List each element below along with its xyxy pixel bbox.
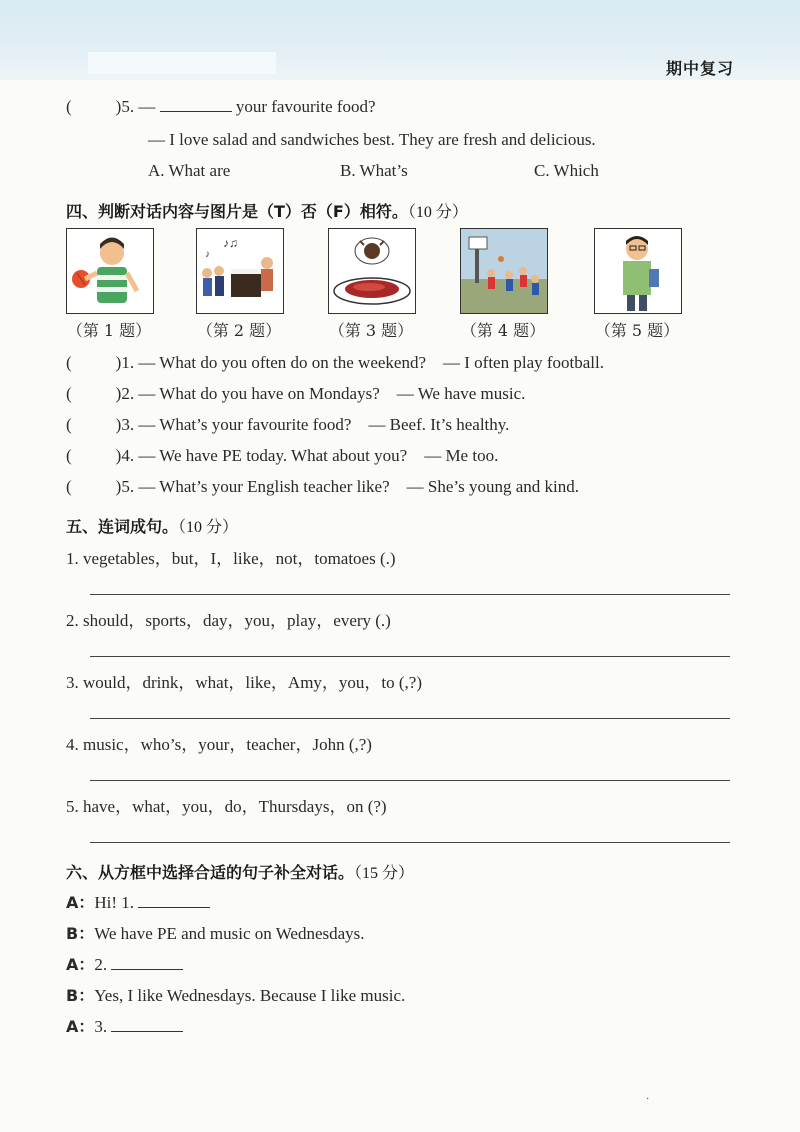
dialog-blank-3[interactable] [111, 1017, 183, 1032]
dialog-line-4: B：Yes, I like Wednesdays. Because I like music. [66, 986, 406, 1005]
section-6-title: 六、从方框中选择合适的句子补全对话。（15 分） [66, 863, 415, 882]
caption-4: （第 4 题） [460, 321, 546, 340]
page-speck: · [646, 1094, 650, 1105]
option-c[interactable]: C. Which [534, 161, 599, 180]
reorder-item-2: 2. should，sports，day，you，play，every (.) [66, 611, 391, 630]
header-decoration [88, 52, 276, 74]
section-4-title: 四、判断对话内容与图片是（T）否（F）相符。（10 分） [66, 202, 468, 221]
picture-1-boy-with-ball [66, 228, 154, 314]
question-5-prompt: ( )5. — your favourite food? [66, 97, 376, 116]
caption-5: （第 5 题） [594, 321, 680, 340]
header-title: 期中复习 [665, 59, 734, 78]
answer-line-4[interactable] [90, 780, 730, 781]
caption-1: （第 1 题） [66, 321, 152, 340]
tf-item-5: ( )5. — What’s your English teacher like? — She’s young and kind. [66, 477, 580, 496]
reorder-item-5: 5. have，what，you，do，Thursdays，on (?) [66, 797, 387, 816]
svg-text:♪: ♪ [205, 249, 210, 260]
picture-2-music-class [196, 228, 284, 314]
picture-5-teacher [594, 228, 682, 314]
tf-item-3: ( )3. — What’s your favourite food? — Beef. It’s healthy. [66, 415, 510, 434]
option-a[interactable]: A. What are [148, 161, 231, 180]
answer-line-3[interactable] [90, 718, 730, 719]
reorder-item-3: 3. would，drink，what，like，Amy，you，to (,?) [66, 673, 423, 692]
tf-item-2: ( )2. — What do you have on Mondays? — We have music. [66, 384, 526, 403]
picture-4-basketball-game [460, 228, 548, 314]
dialog-blank-1[interactable] [138, 893, 210, 908]
caption-2: （第 2 题） [196, 321, 282, 340]
page-header-banner [0, 0, 800, 80]
reorder-item-4: 4. music，who’s，your，teacher，John (,?) [66, 735, 372, 754]
answer-line-1[interactable] [90, 594, 730, 595]
tf-item-1: ( )1. — What do you often do on the weekend? — I often play football. [66, 353, 605, 372]
reorder-item-1: 1. vegetables，but，I，like，not，tomatoes (.) [66, 549, 396, 568]
dialog-line-2: B：We have PE and music on Wednesdays. [66, 924, 365, 943]
caption-3: （第 3 题） [328, 321, 414, 340]
question-5-response: — I love salad and sandwiches best. They are fresh and delicious. [148, 130, 596, 149]
answer-line-5[interactable] [90, 842, 730, 843]
dialog-blank-2[interactable] [111, 955, 183, 970]
answer-line-2[interactable] [90, 656, 730, 657]
dialog-line-1: A：Hi! 1. [66, 890, 210, 913]
answer-blank[interactable] [160, 97, 232, 112]
picture-3-beef-plate [328, 228, 416, 314]
tf-item-4: ( )4. — We have PE today. What about you? — Me too. [66, 446, 499, 465]
dialog-line-5: A：3. [66, 1014, 183, 1037]
svg-text:♪♫: ♪♫ [223, 236, 238, 250]
option-b[interactable]: B. What’s [340, 161, 408, 180]
dialog-line-3: A：2. [66, 952, 183, 975]
section-5-title: 五、连词成句。（10 分） [66, 517, 239, 536]
